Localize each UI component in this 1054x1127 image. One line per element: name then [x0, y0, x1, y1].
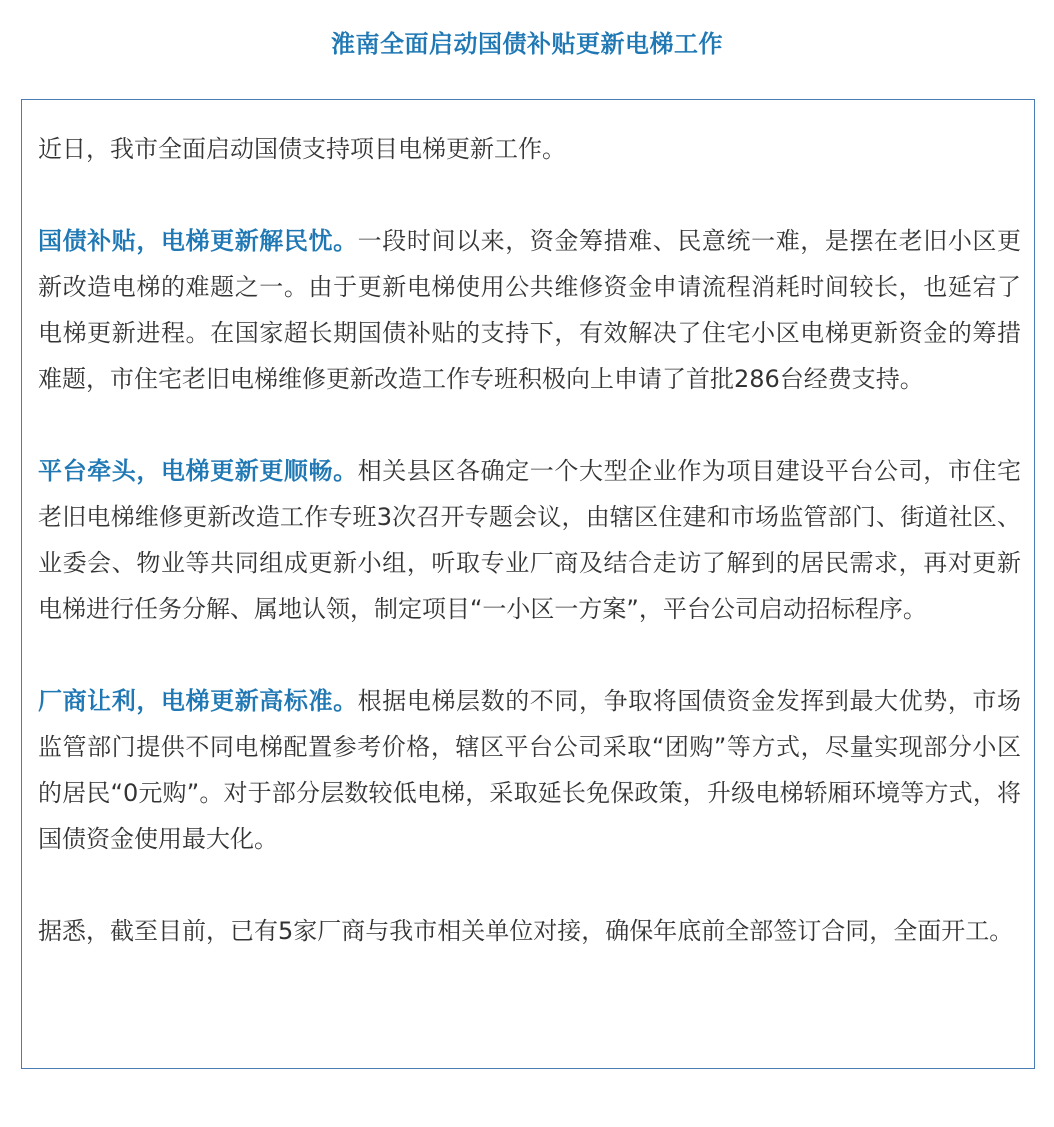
paragraph-heading: 国债补贴，电梯更新解民忧。: [38, 227, 358, 255]
paragraph-closing: [38, 908, 1021, 954]
article-frame: [21, 99, 1035, 1069]
paragraph-text: 相关县区各确定一个大型企业作为项目建设平台公司，市住宅老旧电梯维修更新改造工作专班3次召开专题会议，由辖区住建和市场监管部门、街道社区、业委会、物业等共同组成更新小组，听取专业厂商及结合走访了解到的居民需求，再对更新电梯进行任务分解、属地认领，制定项目“一小区一方案”，平台公司启动招标程序。: [38, 457, 1022, 623]
paragraph-platform: [38, 448, 1021, 632]
paragraph-heading: 厂商让利，电梯更新高标准。: [38, 687, 358, 715]
paragraph-intro: [38, 126, 1021, 172]
paragraph-text: 根据电梯层数的不同，争取将国债资金发挥到最大优势，市场监管部门提供不同电梯配置参考价格，辖区平台公司采取“团购”等方式，尽量实现部分小区的居民“0元购”。对于部分层数较低电梯，采取延长免保政策，升级电梯轿厢环境等方式，将国债资金使用最大化。: [38, 687, 1022, 853]
article-body: [38, 126, 1021, 954]
paragraph-text: 据悉，截至目前，已有5家厂商与我市相关单位对接，确保年底前全部签订合同，全面开工。: [38, 917, 1014, 945]
paragraph-subsidy: [38, 218, 1021, 402]
paragraph-text: 近日，我市全面启动国债支持项目电梯更新工作。: [38, 135, 566, 163]
paragraph-heading: 平台牵头，电梯更新更顺畅。: [38, 457, 358, 485]
paragraph-vendors: [38, 678, 1021, 862]
article-title: 淮南全面启动国债补贴更新电梯工作: [331, 30, 723, 58]
paragraph-text: 一段时间以来，资金筹措难、民意统一难，是摆在老旧小区更新改造电梯的难题之一。由于更新电梯使用公共维修资金申请流程消耗时间较长，也延宕了电梯更新进程。在国家超长期国债补贴的支持下，有效解决了住宅小区电梯更新资金的筹措难题，市住宅老旧电梯维修更新改造工作专班积极向上申请了首批286台经费支持。: [38, 227, 1022, 393]
